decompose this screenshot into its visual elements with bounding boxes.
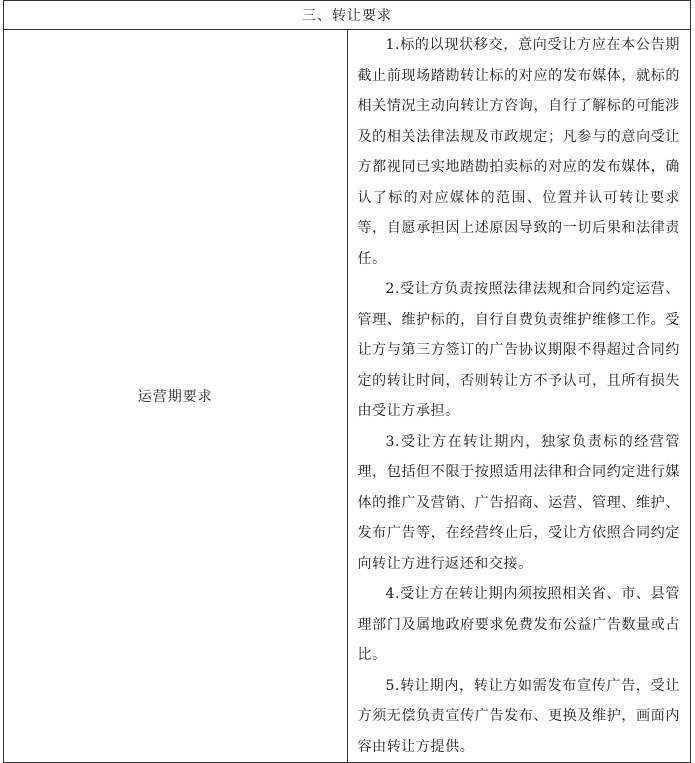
- requirements-table: [3, 0, 691, 763]
- clause-1: 1.标的以现状移交，意向受让方应在本公告期截止前现场踏勘转让标的对应的发布媒体，就标的相关情况主动向转让方咨询，自行了解标的可能涉及的相关法律法规及市政规定；凡参与的意向受让方都视同已实地踏勘拍卖标的对应的发布媒体，确认了标的对应媒体的范围、位置并认可转让要求等，自愿承担因上述原因导致的一切后果和法律责任。: [357, 37, 680, 267]
- row-label: 运营期要求: [4, 30, 348, 763]
- document-page: [3, 0, 691, 755]
- clause-5: 5.转让期内，转让方如需发布宣传广告，受让方须无偿负责宣传广告发布、更换及维护，画面内容由转让方提供。: [357, 677, 680, 755]
- section-title: 三、转让要求: [4, 1, 691, 30]
- row-content: [347, 30, 691, 763]
- section-header-row: [4, 1, 691, 30]
- operation-requirements-row: [4, 30, 691, 763]
- clause-4: 4.受让方在转让期内须按照相关省、市、县管理部门及属地政府要求免费发布公益广告数量或占比。: [357, 586, 680, 663]
- clause-2: 2.受让方负责按照法律法规和合同约定运营、管理、维护标的，自行自费负责维护维修工作。受让方与第三方签订的广告协议期限不得超过合同约定的转让时间，否则转让方不予认可，且所有损失由受让方承担。: [357, 281, 680, 419]
- clause-3: 3.受让方在转让期内，独家负责标的经营管理，包括但不限于按照适用法律和合同约定进行媒体的推广及营销、广告招商、运营、管理、维护、发布广告等，在经营终止后，受让方依照合同约定向转让方进行返还和交接。: [357, 433, 680, 572]
